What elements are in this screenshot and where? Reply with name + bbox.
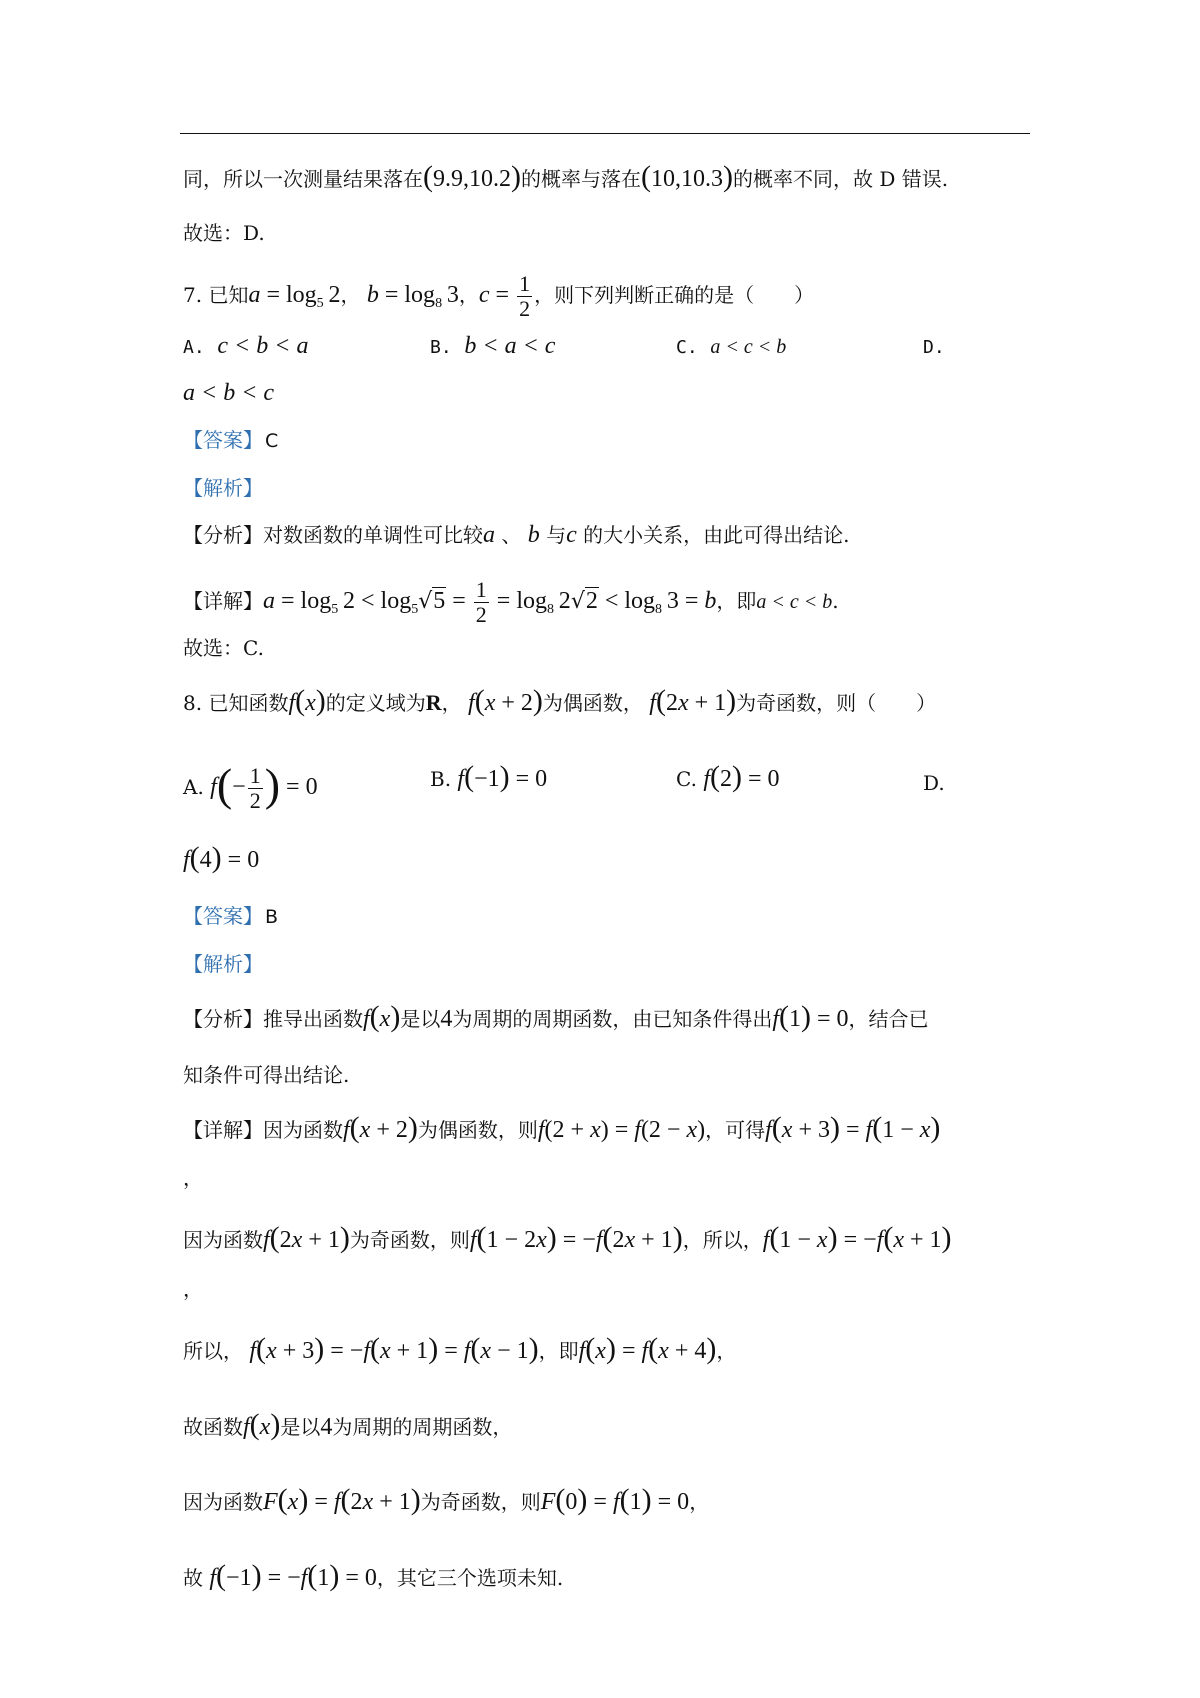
fraction-half: $\frac{1}{2}$ [475,577,487,627]
q8-option-b: B. f(−1) = 0 [430,760,548,793]
fenxi-tag: 【分析】 [183,1007,263,1031]
interval-1: 9.9,10.2 [433,166,511,192]
option-label: D. [923,771,945,795]
q8-fenxi-cont: 知条件可得出结论. [183,1063,350,1087]
fenxi-tag: 【分析】 [183,523,263,547]
detail-text: 是以 [280,1415,321,1439]
option-label: A. [183,337,205,358]
option-label: B. [430,767,452,791]
analysis-tag: 【解析】 [183,952,263,976]
answer-value: C [265,430,279,452]
detail-text: 所以， [183,1339,243,1363]
detail-chain: a < c < b [756,591,833,613]
sep: 、 [501,523,522,547]
log-a: log [286,282,317,308]
frac-den: 2 [519,296,531,321]
log-arg: 2 [328,282,341,308]
fenxi-text: 的大小关系，由此可得出结论. [583,523,850,547]
fenxi-text: ，结合已 [848,1007,929,1031]
frac-num: 1 [519,271,531,296]
prev-text: 的概率不同，故 D 错误. [733,167,949,191]
var-b: b [527,522,540,548]
period: 4 [320,1414,333,1440]
prev-text: 同，所以一次测量结果落在 [183,167,423,191]
answer-tag: 【答案】 [183,904,263,928]
q8-answer [183,903,278,930]
var-a: a [248,282,261,308]
question-number: 8. [183,691,203,715]
detail-text: 故函数 [183,1415,243,1439]
stem-text: 已知函数 [208,691,289,715]
fenxi-text: 对数函数的单调性可比较 [263,523,483,547]
detail-text: ，其它三个选项未知. [376,1566,564,1590]
period: 4 [440,1006,453,1032]
q8-detail-2: 因为函数f(2x + 1)为奇函数，则f(1 − 2x) = −f(2x + 1)，所以，f(1 − x) = −f(x + 1) [183,1221,952,1254]
option-label: C. [676,337,698,358]
q8-option-c: C. f(2) = 0 [676,760,780,793]
log-base: 8 [435,296,443,311]
option-label: C. [676,767,697,791]
analysis-tag: 【解析】 [183,476,263,500]
q8-detail-5: 因为函数F(x) = f(2x + 1)为奇函数，则F(0) = f(1) = 0， [183,1483,710,1516]
fenxi-text: 是以 [400,1007,441,1031]
q8-detail-2-comma: ， [183,1277,203,1301]
detail-text: ，即 [716,589,757,613]
q8-detail-6: 故 f(−1) = −f(1) = 0，其它三个选项未知. [183,1559,564,1592]
detail-text: ，可得 [705,1118,766,1142]
q8-fenxi: 【分析】推导出函数f(x)是以4为周期的周期函数，由已知条件得出f(1) = 0，结合已 [183,1000,929,1033]
detail-text: 为奇函数，则 [420,1490,541,1514]
interval-2: 10,10.3 [651,166,723,192]
detail-text: ，所以， [682,1228,763,1252]
and-text: 与 [546,523,567,547]
q7-option-d [923,333,945,361]
q7-option-b [430,333,555,361]
fenxi-text: 为周期的周期函数，由已知条件得出 [452,1007,773,1031]
stem-text: 为偶函数， [542,691,643,715]
q7-conclusion: 故选：C. [183,636,264,660]
log-base: 5 [316,296,324,311]
answer-value: B [265,906,279,928]
q8-detail-1-comma: ， [183,1166,203,1190]
q8-analysis-tag [183,951,263,977]
log-b: log [404,282,436,308]
q7-option-a [183,333,308,361]
detail-text: 因为函数 [183,1228,263,1252]
detail-text: 因为函数 [183,1490,263,1514]
detail-text: ，即 [538,1339,579,1363]
var-c: c [478,282,490,308]
q8-option-d-expr: f(4) = 0 [183,841,260,874]
header-rule [180,133,1030,134]
detail-tag: 【详解】 [183,1118,263,1142]
prev-text: 的概率与落在 [521,167,641,191]
detail-text: ， [689,1490,710,1514]
q8-option-a: A. f(− $\frac{1}{2}$ ) = 0 [183,759,318,813]
q7-answer [183,427,278,454]
option-label: D. [923,337,945,358]
q8-stem: 8. 已知函数f(x)的定义域为R， f(x + 2)为偶函数， f(2x + 1)为奇函数，则（ ） [183,684,937,717]
stem-text: ，则下列判断正确的是（ ） [534,283,815,307]
option-label: A. [183,775,204,799]
var-c: c [566,522,577,548]
var-b: b [366,282,379,308]
var-a: a [483,522,495,548]
detail-text: 为奇函数，则 [349,1228,470,1252]
detail-text: ， [716,1339,737,1363]
q7-fenxi [183,522,849,548]
answer-tag: 【答案】 [183,428,263,452]
q8-option-d [923,770,945,796]
detail-text: 为周期的周期函数， [332,1415,513,1439]
q8-detail-1: 【详解】因为函数f(x + 2)为偶函数，则f(2 + x) = f(2 − x)，可得f(x + 3) = f(1 − x) [183,1111,941,1144]
detail-text: 故 [183,1566,203,1590]
q7-stem: 7. 已知$a = \log_5 2$， $b = \log_8 3$，c = $\frac{1}{2}$ ，则下列判断正确的是（ ） [183,271,815,321]
detail-text: 因为函数 [263,1118,343,1142]
option-expr: a < c < b [710,336,787,358]
log-arg: 3 [446,282,459,308]
fraction-half [517,272,532,321]
stem-text: 已知 [208,283,249,307]
q7-analysis-tag [183,475,263,501]
option-label: B. [430,337,452,358]
stem-text: 为奇函数，则（ ） [736,691,937,715]
prev-solution-line: 同，所以一次测量结果落在(9.9,10.2)的概率与落在(10,10.3)的概率不同，故 D 错误. [183,160,949,193]
detail-tag: 【详解】 [183,589,263,613]
fenxi-text: 推导出函数 [263,1007,363,1031]
q7-option-c [676,333,786,361]
stem-text: 的定义域为 [325,691,426,715]
option-expr: a < b < c [183,380,275,406]
q8-detail-3: 所以， f(x + 3) = −f(x + 1) = f(x − 1)，即f(x) = f(x + 4)， [183,1332,737,1365]
prev-conclusion: 故选：D. [183,221,265,245]
domain-r: R [425,690,442,715]
q7-detail: 【详解】$a = \log_5 2 < \log_5√5$ = $\frac{1}{2}$ = $\log_8 2√2 < \log_8 3 = b$，即a < c < b. [183,577,839,627]
q7-option-d-expr [183,380,274,406]
question-number: 7. [183,283,203,307]
q8-detail-4: 故函数f(x)是以4为周期的周期函数， [183,1408,513,1441]
detail-text: 为偶函数，则 [417,1118,538,1142]
option-expr: c < b < a [217,333,309,359]
option-expr: b < a < c [464,333,556,359]
